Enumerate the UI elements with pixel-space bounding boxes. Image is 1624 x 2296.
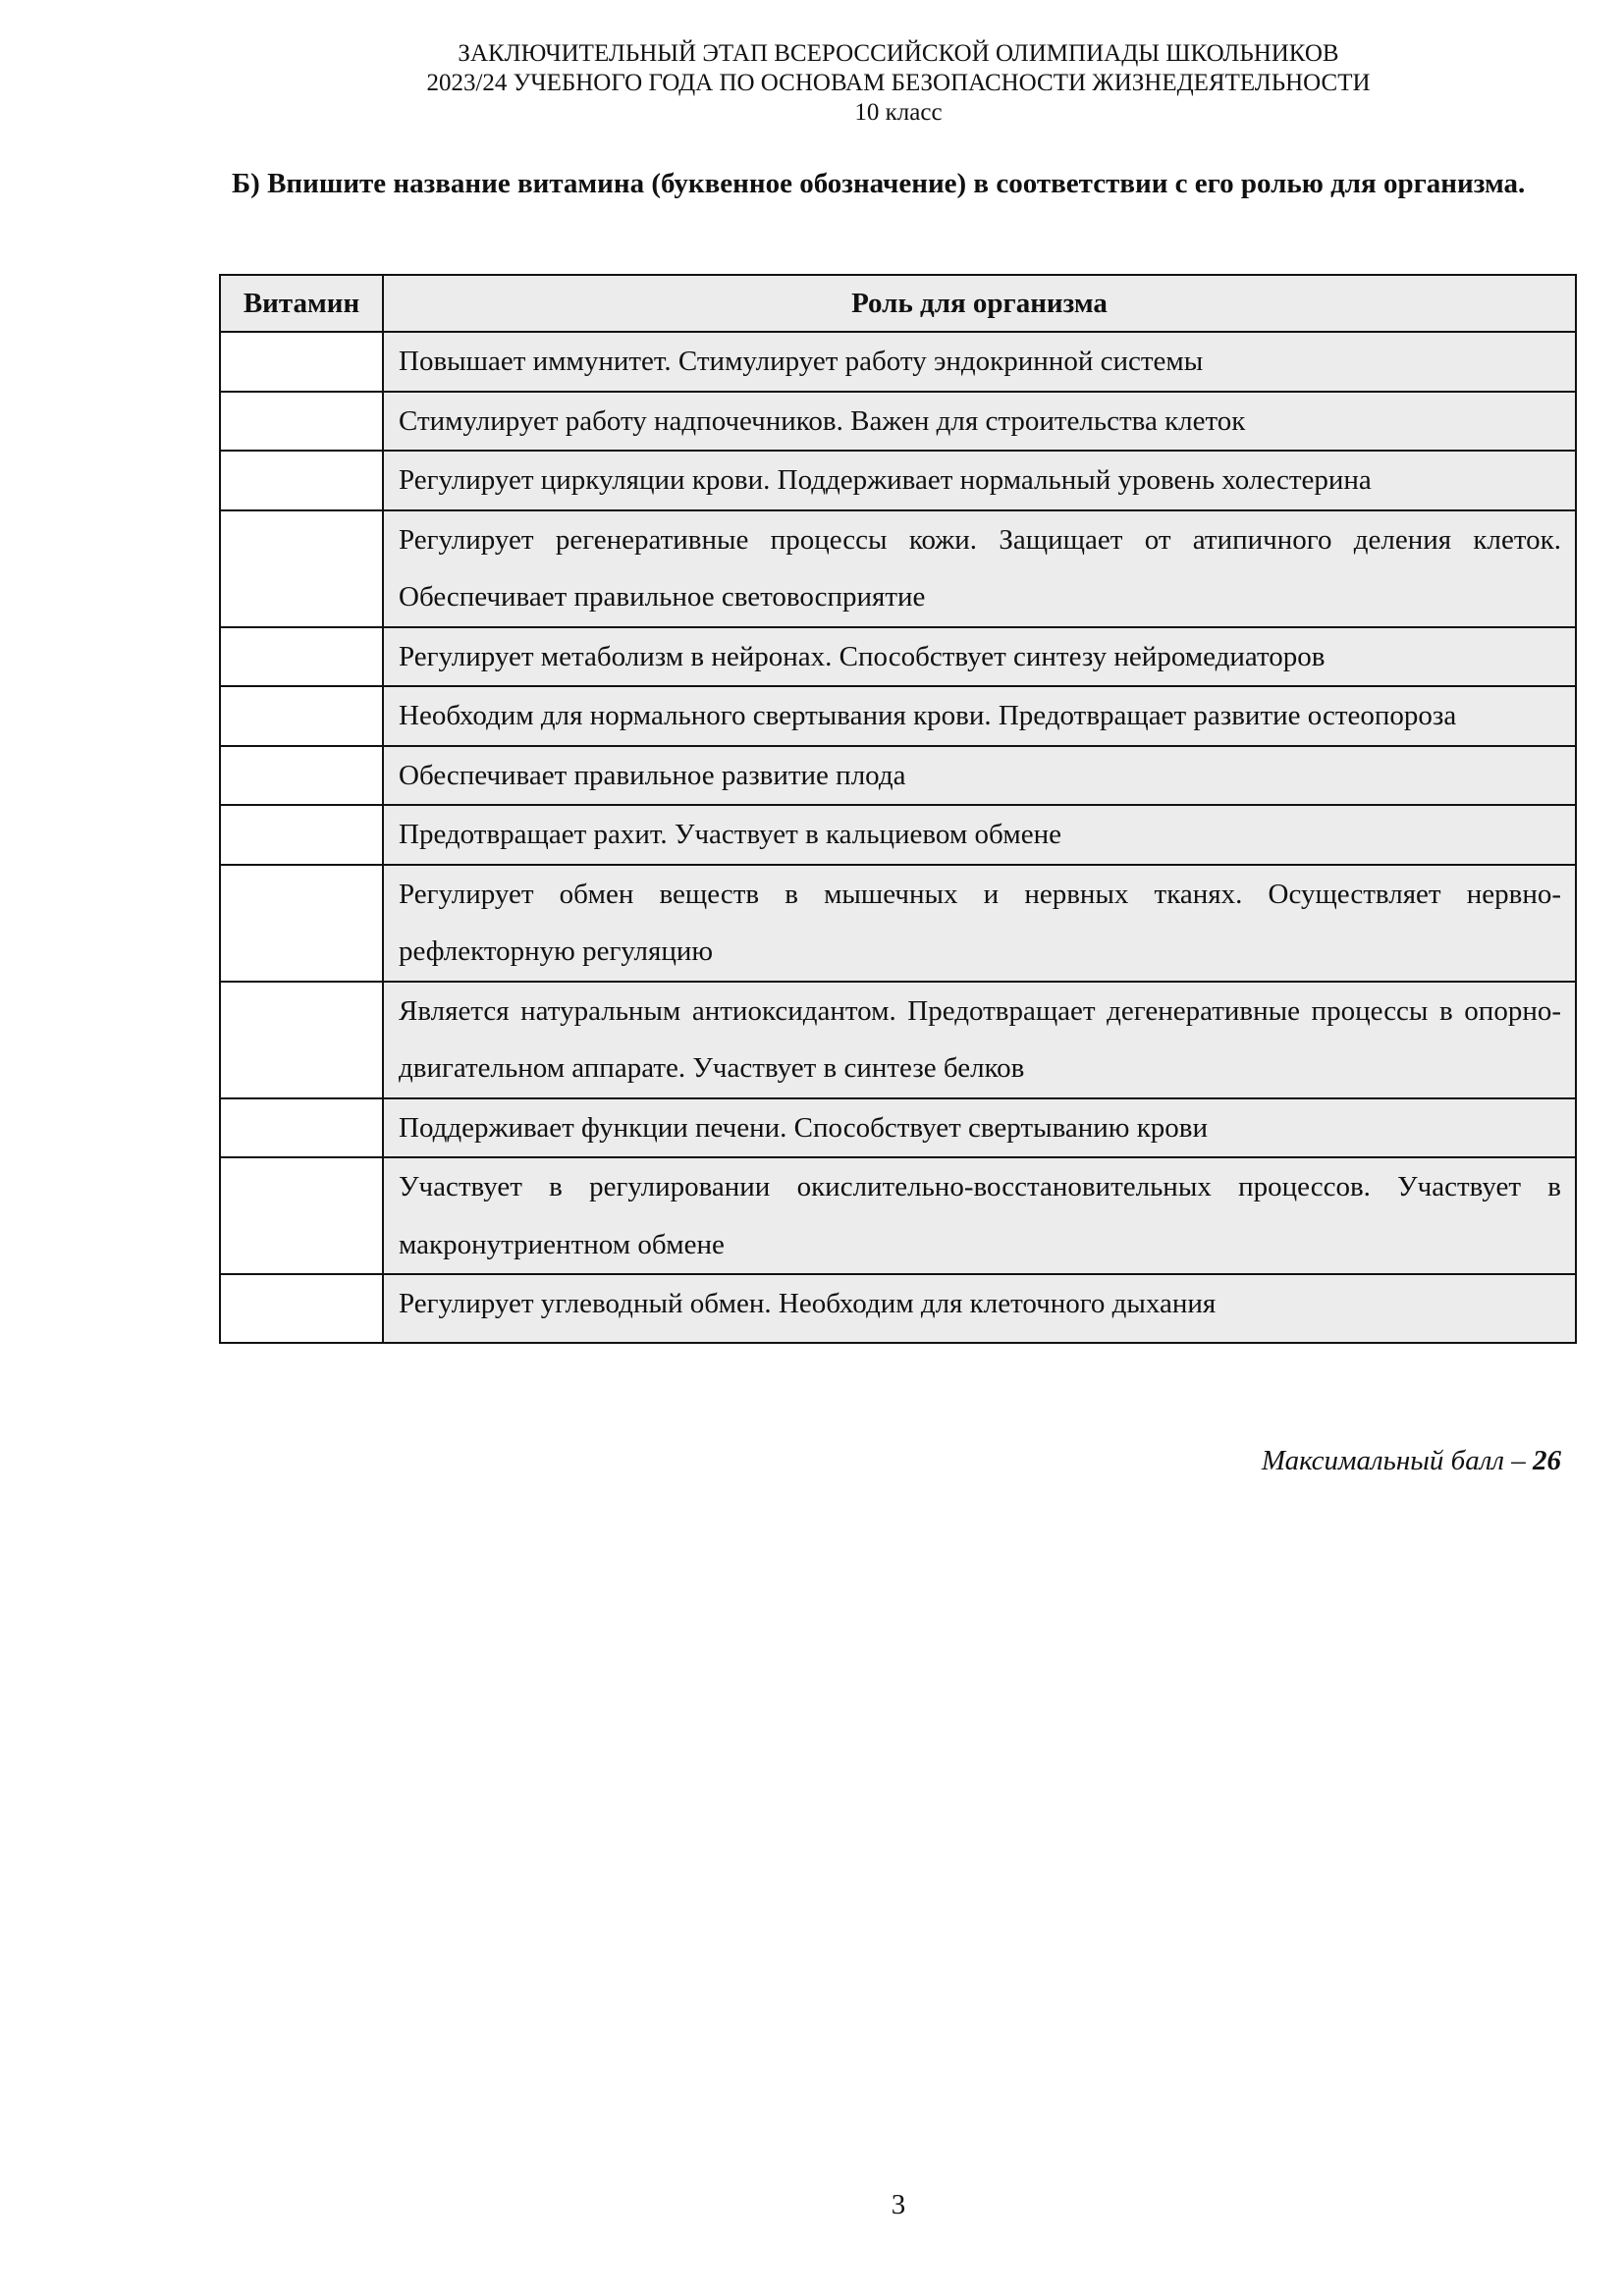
max-score-label: Максимальный балл – <box>1261 1445 1533 1476</box>
vitamin-answer-cell[interactable] <box>220 510 383 627</box>
vitamin-answer-cell[interactable] <box>220 627 383 687</box>
max-score <box>0 1445 1561 1477</box>
table-row <box>220 1274 1576 1343</box>
table-header-row <box>220 275 1576 332</box>
vitamin-answer-cell[interactable] <box>220 332 383 392</box>
column-header-vitamin: Витамин <box>220 275 383 332</box>
role-cell: Регулирует углеводный обмен. Необходим для клеточного дыхания <box>383 1274 1576 1343</box>
table-row <box>220 332 1576 392</box>
role-cell: Регулирует регенеративные процессы кожи. Защищает от атипичного деления клеток. Обеспечивает правильное световосприятие <box>383 510 1576 627</box>
table-row <box>220 627 1576 687</box>
table-row <box>220 510 1576 627</box>
role-cell: Участвует в регулировании окислительно-восстановительных процессов. Участвует в макронутриентном обмене <box>383 1157 1576 1274</box>
table-row <box>220 1157 1576 1274</box>
document-header <box>0 39 1624 128</box>
table-row <box>220 865 1576 982</box>
vitamin-answer-cell[interactable] <box>220 1274 383 1343</box>
header-line-grade: 10 класс <box>854 99 943 126</box>
vitamin-answer-cell[interactable] <box>220 1157 383 1274</box>
header-line-subject: 2023/24 УЧЕБНОГО ГОДА ПО ОСНОВАМ БЕЗОПАСНОСТИ ЖИЗНЕДЕЯТЕЛЬНОСТИ <box>426 70 1371 96</box>
table-row <box>220 686 1576 746</box>
role-cell: Необходим для нормального свертывания крови. Предотвращает развитие остеопороза <box>383 686 1576 746</box>
vitamin-answer-cell[interactable] <box>220 746 383 806</box>
vitamin-answer-cell[interactable] <box>220 686 383 746</box>
role-cell: Регулирует метаболизм в нейронах. Способствует синтезу нейромедиаторов <box>383 627 1576 687</box>
table-row <box>220 982 1576 1098</box>
role-cell: Регулирует обмен веществ в мышечных и нервных тканях. Осуществляет нервно-рефлекторную регуляцию <box>383 865 1576 982</box>
role-cell: Регулирует циркуляции крови. Поддерживает нормальный уровень холестерина <box>383 451 1576 510</box>
role-cell: Является натуральным антиоксидантом. Предотвращает дегенеративные процессы в опорно-двигательном аппарате. Участвует в синтезе белков <box>383 982 1576 1098</box>
vitamin-answer-cell[interactable] <box>220 865 383 982</box>
column-header-role: Роль для организма <box>383 275 1576 332</box>
vitamin-answer-cell[interactable] <box>220 982 383 1098</box>
role-cell: Предотвращает рахит. Участвует в кальциевом обмене <box>383 805 1576 865</box>
header-line-olympiad: ЗАКЛЮЧИТЕЛЬНЫЙ ЭТАП ВСЕРОССИЙСКОЙ ОЛИМПИАДЫ ШКОЛЬНИКОВ <box>458 40 1339 67</box>
role-cell: Повышает иммунитет. Стимулирует работу эндокринной системы <box>383 332 1576 392</box>
vitamin-table <box>219 274 1577 1344</box>
table-row <box>220 392 1576 452</box>
vitamin-answer-cell[interactable] <box>220 451 383 510</box>
role-cell: Стимулирует работу надпочечников. Важен для строительства клеток <box>383 392 1576 452</box>
vitamin-answer-cell[interactable] <box>220 392 383 452</box>
role-cell: Обеспечивает правильное развитие плода <box>383 746 1576 806</box>
max-score-value: 26 <box>1533 1445 1561 1476</box>
vitamin-answer-cell[interactable] <box>220 805 383 865</box>
vitamin-answer-cell[interactable] <box>220 1098 383 1158</box>
table-row <box>220 746 1576 806</box>
table-row <box>220 451 1576 510</box>
task-instruction: Б) Впишите название витамина (буквенное обозначение) в соответствии с его ролью для организма. <box>232 168 1526 199</box>
table-row <box>220 1098 1576 1158</box>
table-row <box>220 805 1576 865</box>
page-number: 3 <box>891 2189 906 2220</box>
role-cell: Поддерживает функции печени. Способствует свертыванию крови <box>383 1098 1576 1158</box>
